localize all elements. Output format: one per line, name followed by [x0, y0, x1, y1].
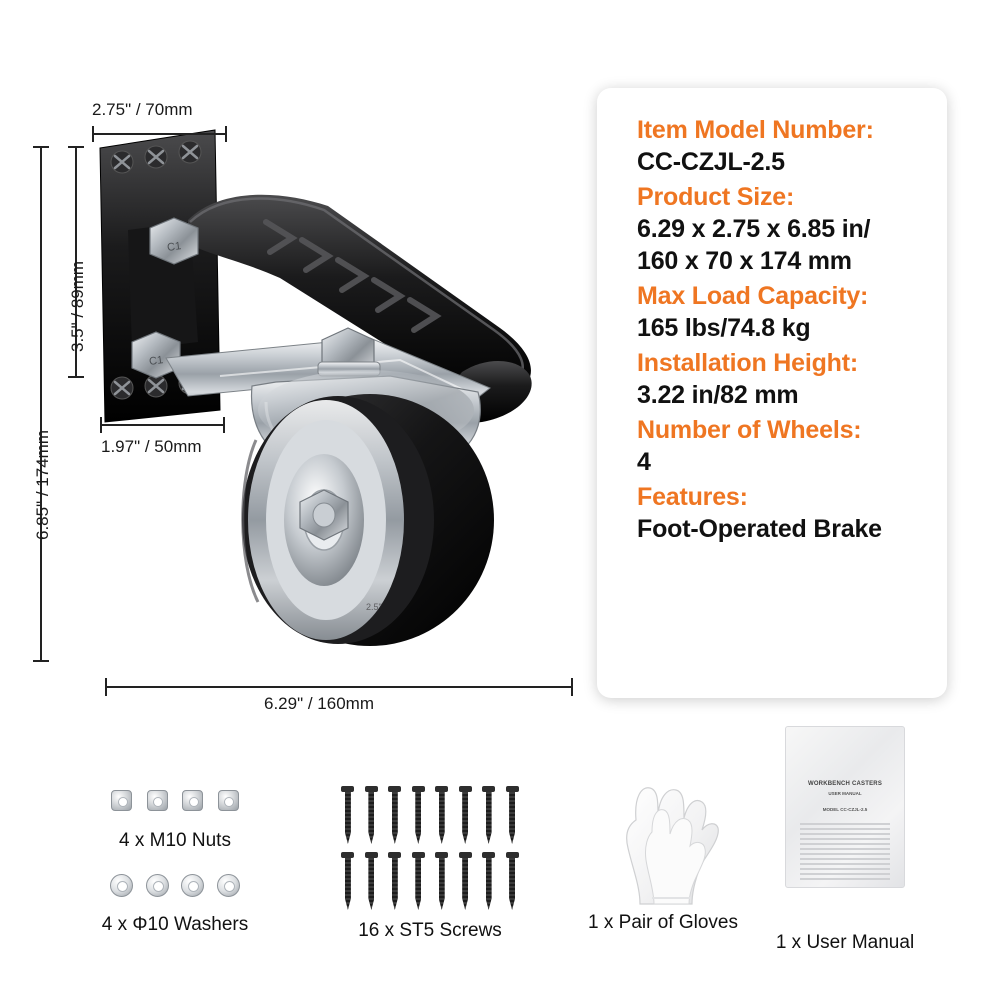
spec-row-wheel-count: [637, 414, 947, 478]
screw-icon: [508, 786, 517, 844]
wheel: [242, 394, 494, 646]
screw-icon: [343, 852, 352, 910]
screw-icon: [367, 852, 376, 910]
spec-row-install-height: [637, 347, 947, 411]
spec-value-model: CC-CZJL-2.5: [637, 148, 785, 176]
screw-icon: [461, 852, 470, 910]
specification-card: [597, 88, 947, 698]
washers-art: [60, 874, 290, 908]
svg-text:2.5": 2.5": [366, 602, 382, 612]
screws-caption: 16 x ST5 Screws: [358, 920, 502, 941]
accessory-manual: [730, 726, 960, 954]
gloves-art: [596, 770, 731, 910]
hex-nut-icon: [218, 790, 239, 811]
spec-value-install-height: 3.22 in/82 mm: [637, 381, 799, 409]
dim-top-width-label: 2.75" / 70mm: [92, 100, 193, 119]
tick: [571, 678, 573, 696]
spec-row-size: [637, 181, 947, 277]
dim-plate-height-label: 3.5" / 89mm: [68, 260, 87, 352]
screw-icon: [390, 852, 399, 910]
glove-icon: [596, 770, 746, 910]
screw-icon: [390, 786, 399, 844]
dim-line-total-height: [40, 146, 42, 662]
screw-icon: [343, 786, 352, 844]
dim-line-top-width: [92, 133, 227, 135]
hex-bolt-lower: [132, 332, 180, 378]
washer-icon: [181, 874, 204, 897]
dim-line-plate-width: [100, 424, 225, 426]
manual-art: [785, 726, 905, 888]
spec-key-load: Max Load Capacity:: [637, 282, 869, 310]
manual-title: WORKBENCH CASTERS: [807, 781, 883, 787]
caster-wheel-drawing: [70, 110, 590, 690]
washer-icon: [110, 874, 133, 897]
screws-row-1: [290, 786, 570, 852]
nuts-art: [60, 790, 290, 824]
manual-model: MODEL CC-CZJL-2.5: [822, 807, 868, 812]
washers-caption: 4 x Φ10 Washers: [101, 914, 249, 935]
spec-key-install-height: Installation Height:: [637, 349, 859, 377]
tick: [68, 376, 84, 378]
screws-row-2: [290, 852, 570, 918]
hex-bolt-upper: [150, 218, 198, 264]
screw-icon: [437, 786, 446, 844]
product-illustration: [70, 110, 590, 690]
tick: [100, 417, 102, 433]
spec-value-size-line2: 160 x 70 x 174 mm: [637, 247, 852, 275]
tick: [105, 678, 107, 696]
spec-key-wheel-count: Number of Wheels:: [637, 416, 862, 444]
washer-icon: [146, 874, 169, 897]
spec-row-model: [637, 114, 947, 178]
tick: [92, 126, 94, 142]
dim-line-total-length: [105, 686, 573, 688]
accessory-nuts: [60, 790, 290, 852]
screw-icon: [414, 852, 423, 910]
tick: [68, 146, 84, 148]
screw-icon: [414, 786, 423, 844]
spec-value-load: 165 lbs/74.8 kg: [637, 314, 811, 342]
hex-nut-icon: [182, 790, 203, 811]
spec-key-model: Item Model Number:: [637, 116, 874, 144]
screw-icon: [508, 852, 517, 910]
tick: [225, 126, 227, 142]
accessory-washers: [60, 874, 290, 936]
nuts-caption: 4 x M10 Nuts: [119, 830, 231, 851]
spec-value-features: Foot-Operated Brake: [637, 515, 882, 543]
tick: [33, 146, 49, 148]
manual-caption: 1 x User Manual: [775, 932, 915, 953]
spec-row-features: [637, 481, 947, 545]
washer-icon: [217, 874, 240, 897]
spec-value-wheel-count: 4: [637, 448, 651, 476]
spec-value-size-line1: 6.29 x 2.75 x 6.85 in/: [637, 215, 871, 243]
gloves-caption: 1 x Pair of Gloves: [588, 912, 738, 933]
spec-key-size: Product Size:: [637, 183, 795, 211]
screw-icon: [367, 786, 376, 844]
manual-body-lines: [800, 823, 890, 883]
screw-icon: [461, 786, 470, 844]
tick: [223, 417, 225, 433]
svg-text:C1: C1: [148, 354, 164, 368]
spec-row-load: [637, 280, 947, 344]
screw-icon: [484, 852, 493, 910]
dim-total-height-label: 6.85" / 174mm: [33, 430, 52, 540]
svg-text:C1: C1: [166, 240, 182, 254]
tick: [33, 660, 49, 662]
screw-icon: [437, 852, 446, 910]
dim-plate-width-label: 1.97" / 50mm: [101, 437, 202, 456]
accessory-screws: [290, 786, 570, 942]
spec-key-features: Features:: [637, 483, 748, 511]
screw-icon: [484, 786, 493, 844]
hex-nut-icon: [111, 790, 132, 811]
hex-nut-icon: [147, 790, 168, 811]
dim-total-length-label: 6.29" / 160mm: [264, 694, 374, 713]
manual-subtitle: USER MANUAL: [828, 791, 862, 796]
